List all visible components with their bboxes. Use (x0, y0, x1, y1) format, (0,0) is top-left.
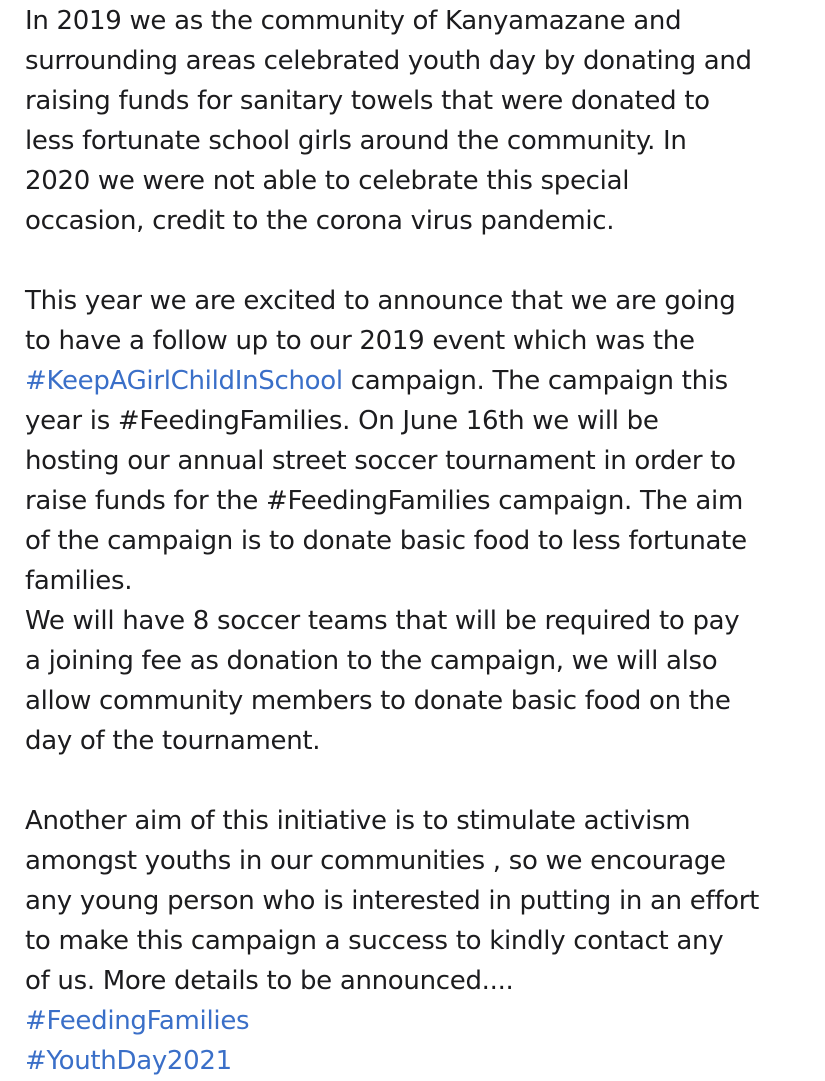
text-line: raise funds for the #FeedingFamilies campaign. The aim (25, 486, 743, 516)
text-line: day of the tournament. (25, 726, 321, 756)
paragraph-gap (25, 761, 820, 801)
paragraph-gap (25, 241, 820, 281)
text-line: to make this campaign a success to kindly contact any (25, 926, 724, 956)
text-line: of us. More details to be announced.... (25, 966, 514, 996)
text-line: families. (25, 566, 133, 596)
text-fragment: campaign. The campaign this (342, 366, 728, 396)
text-line: allow community members to donate basic food on the (25, 686, 731, 716)
hashtag-list (25, 1001, 820, 1081)
text-line: a joining fee as donation to the campaign, we will also (25, 646, 718, 676)
text-line: year is #FeedingFamilies. On June 16th we will be (25, 406, 659, 436)
text-line: of the campaign is to donate basic food to less fortunate (25, 526, 747, 556)
text-line: raising funds for sanitary towels that were donated to (25, 86, 710, 116)
text-line: This year we are excited to announce that we are going (25, 286, 736, 316)
text-line: We will have 8 soccer teams that will be required to pay (25, 606, 740, 636)
hashtag-feedingfamilies-link[interactable]: #FeedingFamilies (25, 1006, 250, 1036)
text-line: to have a follow up to our 2019 event which was the (25, 326, 695, 356)
post-body (25, 0, 820, 1081)
text-line (25, 361, 820, 401)
hashtag-youthday2021-link[interactable]: #YouthDay2021 (25, 1046, 232, 1076)
text-line: Another aim of this initiative is to stimulate activism (25, 806, 691, 836)
paragraph-2 (25, 281, 820, 761)
hashtag-keepagirlchildinschool-link[interactable]: #KeepAGirlChildInSchool (25, 366, 343, 396)
paragraph-3 (25, 801, 820, 1001)
text-line: any young person who is interested in putting in an effort (25, 886, 760, 916)
text-line: surrounding areas celebrated youth day by donating and (25, 46, 752, 76)
text-line: occasion, credit to the corona virus pandemic. (25, 206, 615, 236)
text-line: In 2019 we as the community of Kanyamazane and (25, 6, 682, 36)
paragraph-1 (25, 1, 820, 241)
text-line: less fortunate school girls around the community. In (25, 126, 687, 156)
text-line: amongst youths in our communities , so we encourage (25, 846, 726, 876)
text-line: 2020 we were not able to celebrate this special (25, 166, 630, 196)
text-line: hosting our annual street soccer tournament in order to (25, 446, 736, 476)
